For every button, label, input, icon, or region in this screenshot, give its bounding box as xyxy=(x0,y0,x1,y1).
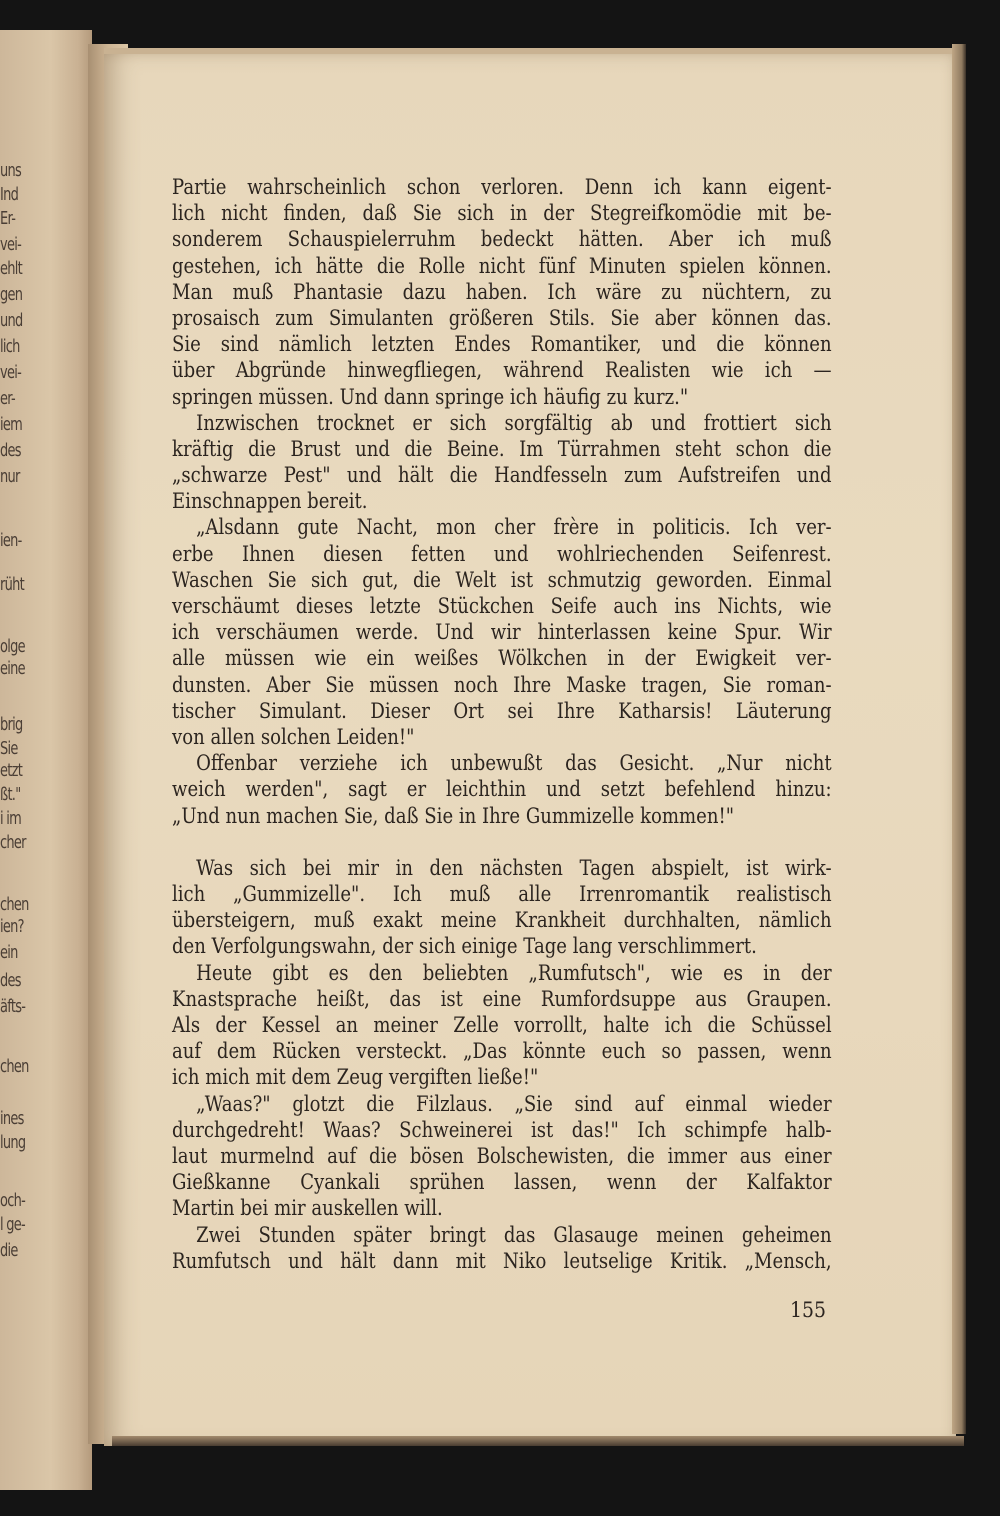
left-page-fragment: lung xyxy=(0,1132,26,1153)
text-line: dunsten. Aber Sie müssen noch Ihre Maske tragen, Sie roman- xyxy=(172,672,832,697)
text-line: von allen solchen Leiden!" xyxy=(172,724,415,749)
text-line: prosaisch zum Simulanten größeren Stils. Sie aber können das. xyxy=(172,305,832,330)
left-page-fragment: eine xyxy=(0,658,25,679)
left-page-fragment: iem xyxy=(0,414,23,435)
left-page-fragment: chen xyxy=(0,1056,29,1077)
text-line: Waschen Sie sich gut, die Welt ist schmutzig geworden. Einmal xyxy=(172,567,832,592)
left-page-fragment: vei- xyxy=(0,234,22,255)
text-line: Einschnappen bereit. xyxy=(172,489,368,514)
left-page-fragment: nur xyxy=(0,466,20,487)
left-page xyxy=(0,30,92,1490)
text-line: übersteigern, muß exakt meine Krankheit durchhalten, nämlich xyxy=(172,908,832,933)
text-line: über Abgründe hinwegfliegen, während Realisten wie ich — xyxy=(172,358,832,383)
text-line: alle müssen wie ein weißes Wölkchen in der Ewigkeit ver- xyxy=(172,646,832,671)
paragraph-gap xyxy=(172,829,832,855)
left-page-fragment: er- xyxy=(0,388,15,409)
text-line: Rumfutsch und hält dann mit Niko leutselige Kritik. „Mensch, xyxy=(172,1248,832,1273)
text-line: Was sich bei mir in den nächsten Tagen abspielt, ist wirk- xyxy=(196,855,832,880)
text-line: erbe Ihnen diesen fetten und wohlriechenden Seifenrest. xyxy=(172,541,832,566)
left-page-fragment: ein xyxy=(0,942,18,963)
left-page-fragment: ines xyxy=(0,1108,24,1129)
text-line: Knastsprache heißt, das ist eine Rumfordsuppe aus Graupen. xyxy=(172,986,832,1011)
left-page-fragment: äfts- xyxy=(0,996,26,1017)
text-line: „Und nun machen Sie, daß Sie in Ihre Gummizelle kommen!" xyxy=(172,803,735,828)
text-line: ich mich mit dem Zeug vergiften ließe!" xyxy=(172,1065,539,1090)
text-line: weich werden", sagt er leichthin und setzt befehlend hinzu: xyxy=(172,777,832,802)
left-page-fragment: brig xyxy=(0,714,23,735)
right-page xyxy=(104,48,956,1446)
text-line: „Alsdann gute Nacht, mon cher frère in politicis. Ich ver- xyxy=(196,515,832,540)
text-line: „Waas?" glotzt die Filzlaus. „Sie sind auf einmal wieder xyxy=(196,1091,832,1116)
left-page-fragment: vei- xyxy=(0,362,22,383)
text-line: durchgedreht! Waas? Schweinerei ist das!" Ich schimpfe halb- xyxy=(172,1117,832,1142)
text-line: Man muß Phantasie dazu haben. Ich wäre zu nüchtern, zu xyxy=(172,279,832,304)
text-line: lich nicht finden, daß Sie sich in der Stegreifkomödie mit be- xyxy=(172,201,832,226)
text-line: sonderem Schauspielerruhm bedeckt hätten. Aber ich muß xyxy=(172,227,832,252)
left-page-fragment: olge xyxy=(0,636,25,657)
text-line: Zwei Stunden später bringt das Glasauge meinen geheimen xyxy=(196,1222,832,1247)
left-page-fragment: und xyxy=(0,310,23,331)
left-page-fragment: ßt." xyxy=(0,784,21,805)
text-line: kräftig die Brust und die Beine. Im Türrahmen steht schon die xyxy=(172,436,832,461)
text-line: Inzwischen trocknet er sich sorgfältig ab und frottiert sich xyxy=(196,410,832,435)
text-line: springen müssen. Und dann springe ich häufig zu kurz." xyxy=(172,384,689,409)
text-line: Heute gibt es den beliebten „Rumfutsch", wie es in der xyxy=(196,960,832,985)
text-line: den Verfolgungswahn, der sich einige Tage lang verschlimmert. xyxy=(172,934,757,959)
left-page-fragment: och- xyxy=(0,1190,26,1211)
text-line: verschäumt dieses letzte Stückchen Seife auch ins Nichts, wie xyxy=(172,594,832,618)
text-line: Sie sind nämlich letzten Endes Romantiker, und die können xyxy=(172,332,832,357)
left-page-fragment: gen xyxy=(0,284,23,305)
page-edge-bottom xyxy=(112,1436,964,1446)
text-line: auf dem Rücken versteckt. „Das könnte euch so passen, wenn xyxy=(172,1039,832,1064)
left-page-fragment: ien? xyxy=(0,916,24,937)
left-page-fragment: ehlt xyxy=(0,258,22,279)
text-line: Gießkanne Cyankali sprühen lassen, wenn der Kalfaktor xyxy=(172,1170,832,1195)
left-page-fragment: rüht xyxy=(0,574,24,595)
left-page-fragment: des xyxy=(0,970,21,991)
text-line: ich verschäumen werde. Und wir hinterlassen keine Spur. Wir xyxy=(172,620,832,645)
left-page-fragment: etzt xyxy=(0,760,23,781)
page-body-text xyxy=(172,174,832,1274)
text-line: Partie wahrscheinlich schon verloren. Denn ich kann eigent- xyxy=(172,175,832,199)
left-page-fragment: des xyxy=(0,440,21,461)
text-line: lich „Gummizelle". Ich muß alle Irrenromantik realistisch xyxy=(172,882,832,907)
left-page-fragment: Ind xyxy=(0,184,19,205)
left-page-fragment: lich xyxy=(0,336,20,357)
text-line: Martin bei mir auskellen will. xyxy=(172,1196,443,1221)
left-page-fragment: Sie xyxy=(0,738,18,759)
left-page-fragment: l ge- xyxy=(0,1214,25,1235)
text-line: gestehen, ich hätte die Rolle nicht fünf Minuten spielen können. xyxy=(172,253,832,278)
left-page-fragment: uns xyxy=(0,160,22,181)
page-number: 155 xyxy=(790,1298,827,1322)
text-line: Als der Kessel an meiner Zelle vorrollt, halte ich die Schüssel xyxy=(172,1013,832,1037)
left-page-fragment: cher xyxy=(0,832,26,853)
page-edge-right xyxy=(952,44,966,1434)
left-page-fragment: die xyxy=(0,1240,18,1261)
left-page-fragment: ien- xyxy=(0,530,22,551)
left-page-fragment: Er- xyxy=(0,208,16,229)
text-line: „schwarze Pest" und hält die Handfesseln zum Aufstreifen und xyxy=(172,463,832,488)
text-line: tischer Simulant. Dieser Ort sei Ihre Katharsis! Läuterung xyxy=(172,698,832,723)
left-page-fragment: chen xyxy=(0,894,29,915)
text-line: Offenbar verziehe ich unbewußt das Gesicht. „Nur nicht xyxy=(196,751,832,776)
left-page-fragment: i im xyxy=(0,808,22,829)
text-line: laut murmelnd auf die bösen Bolschewisten, die immer aus einer xyxy=(172,1143,832,1168)
